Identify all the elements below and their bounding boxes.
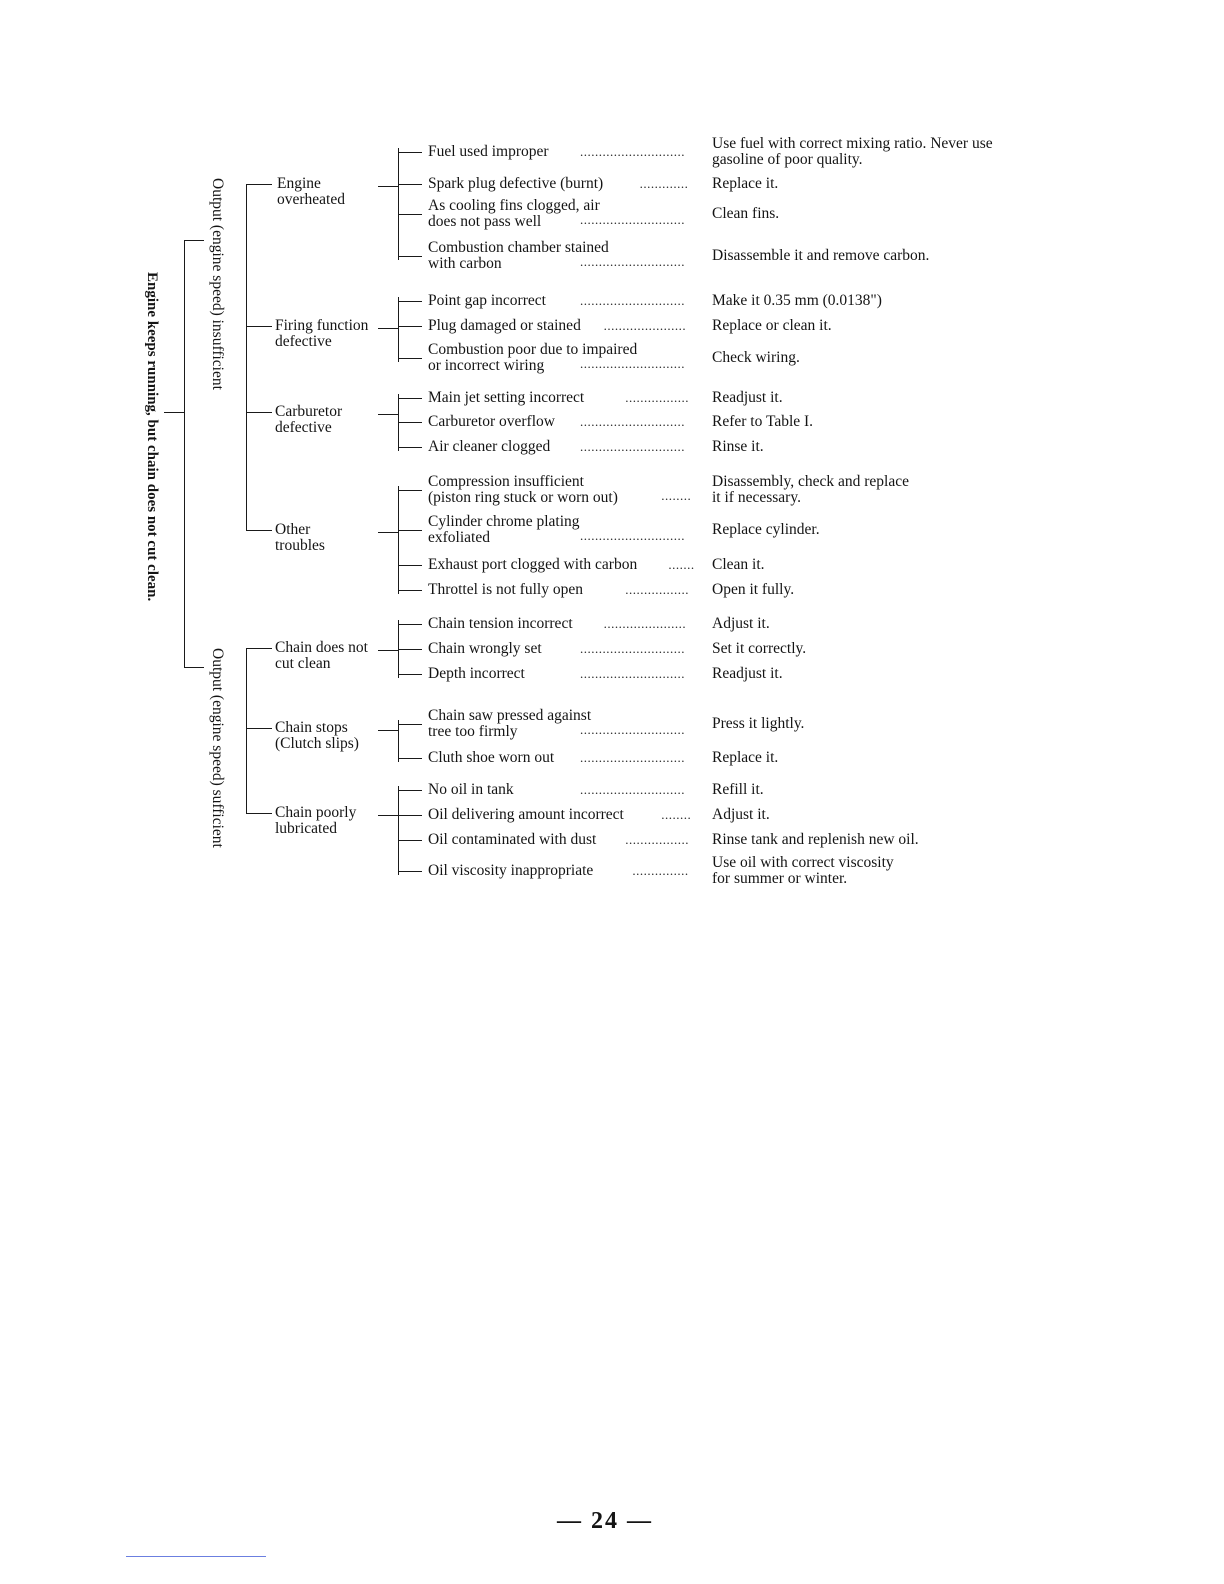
cause-label: defective [275, 333, 332, 350]
symptom-tick [398, 214, 422, 215]
remedy-text: Make it 0.35 mm (0.0138") [712, 292, 882, 309]
remedy-text: Replace or clean it. [712, 317, 832, 334]
leader-dots: ................. [625, 390, 689, 405]
symptom-text: Air cleaner clogged [428, 438, 551, 455]
symptom-tick [398, 790, 422, 791]
symptom-tick [398, 326, 422, 327]
symptom-text: Spark plug defective (burnt) [428, 175, 604, 192]
cause-to-bracket [378, 328, 398, 329]
remedy-text: it if necessary. [712, 489, 801, 506]
cause-branch [246, 648, 272, 649]
symptom-text: tree too firmly [428, 723, 518, 740]
remedy-text: Clean fins. [712, 205, 780, 222]
remedy-text: Refer to Table I. [712, 413, 814, 430]
symptom-text: Oil delivering amount incorrect [428, 806, 624, 823]
symptom-bracket [398, 148, 399, 260]
cause-label: Other [275, 521, 311, 538]
leader-dots: ............................ [580, 414, 685, 429]
symptom-text: As cooling fins clogged, air [428, 197, 600, 214]
remedy-text: Rinse it. [712, 438, 764, 455]
remedy-text: Disassembly, check and replace [712, 473, 909, 490]
cause-label: Engine [277, 175, 321, 192]
symptom-tick [398, 301, 422, 302]
leader-dots: ............................ [580, 144, 685, 159]
cause-tree-trunk [246, 184, 247, 530]
symptom-tick [398, 674, 422, 675]
symptom-text: exfoliated [428, 529, 490, 546]
remedy-text: Refill it. [712, 781, 764, 798]
root-bracket [184, 240, 185, 668]
symptom-tick [398, 815, 422, 816]
footer-rule [126, 1556, 266, 1557]
cause-to-bracket [378, 414, 398, 415]
remedy-text: Set it correctly. [712, 640, 807, 657]
root-bracket-top [184, 240, 204, 241]
root-stem [164, 412, 184, 413]
symptom-tick [398, 590, 422, 591]
cause-label: overheated [277, 191, 345, 208]
leader-dots: ........ [661, 807, 692, 822]
leader-dots: ...................... [603, 318, 687, 333]
remedy-text: Replace cylinder. [712, 521, 820, 538]
cause-branch [246, 530, 272, 531]
symptom-text: Plug damaged or stained [428, 317, 581, 334]
symptom-tick [398, 871, 422, 872]
symptom-tick [398, 840, 422, 841]
symptom-tick [398, 398, 422, 399]
symptom-text: Point gap incorrect [428, 292, 546, 309]
leader-dots: ............................ [580, 212, 685, 227]
symptom-text: Carburetor overflow [428, 413, 555, 430]
leader-dots: ............................ [580, 356, 685, 371]
symptom-bracket [398, 297, 399, 362]
symptom-text: Cylinder chrome plating [428, 513, 580, 530]
symptom-text: Chain tension incorrect [428, 615, 573, 632]
cause-branch [246, 728, 272, 729]
leader-dots: ............................ [580, 254, 685, 269]
cause-branch [246, 326, 272, 327]
symptom-tick [398, 256, 422, 257]
cause-to-bracket [378, 650, 398, 651]
leader-dots: ............. [639, 176, 689, 191]
symptom-text: Depth incorrect [428, 665, 525, 682]
symptom-tick [398, 447, 422, 448]
symptom-text: Oil viscosity inappropriate [428, 862, 594, 879]
symptom-tick [398, 724, 422, 725]
symptom-text: Main jet setting incorrect [428, 389, 585, 406]
remedy-text: Adjust it. [712, 806, 770, 823]
symptom-bracket [398, 486, 399, 594]
root-label: Engine keeps running, but chain does not cut clean. [144, 272, 160, 602]
remedy-text: Readjust it. [712, 389, 783, 406]
leader-dots: ........ [661, 488, 692, 503]
cause-to-bracket [378, 815, 398, 816]
symptom-bracket [398, 720, 399, 762]
cause-to-bracket [378, 186, 398, 187]
cause-branch [246, 184, 272, 185]
leader-dots: ............................ [580, 722, 685, 737]
symptom-text: Combustion poor due to impaired [428, 341, 638, 358]
symptom-text: Fuel used improper [428, 143, 549, 160]
cause-label: lubricated [275, 820, 337, 837]
leader-dots: ............................ [580, 750, 685, 765]
symptom-tick [398, 530, 422, 531]
symptom-tick [398, 490, 422, 491]
remedy-text: Adjust it. [712, 615, 770, 632]
cause-label: Chain poorly [275, 804, 357, 821]
cause-label: Chain stops [275, 719, 348, 736]
leader-dots: ............................ [580, 782, 685, 797]
symptom-text: Chain saw pressed against [428, 707, 592, 724]
cause-label: Carburetor [275, 403, 343, 420]
symptom-text: Oil contaminated with dust [428, 831, 597, 848]
leader-dots: ............... [632, 863, 689, 878]
symptom-tick [398, 184, 422, 185]
symptom-tick [398, 758, 422, 759]
cause-branch [246, 412, 272, 413]
root-bracket-bottom [184, 667, 204, 668]
symptom-text: No oil in tank [428, 781, 514, 798]
symptom-tick [398, 152, 422, 153]
cause-label: troubles [275, 537, 325, 554]
symptom-text: Compression insufficient [428, 473, 584, 490]
cause-branch [246, 813, 272, 814]
leader-dots: ....... [668, 557, 695, 572]
leader-dots: ............................ [580, 293, 685, 308]
leader-dots: ................. [625, 582, 689, 597]
symptom-text: Combustion chamber stained [428, 239, 609, 256]
page-number: — 24 — [557, 1508, 653, 1534]
cause-label: cut clean [275, 655, 331, 672]
symptom-text: does not pass well [428, 213, 542, 230]
symptom-text: Cluth shoe worn out [428, 749, 555, 766]
symptom-bracket [398, 786, 399, 875]
remedy-text: for summer or winter. [712, 870, 848, 887]
leader-dots: ............................ [580, 641, 685, 656]
symptom-tick [398, 565, 422, 566]
leader-dots: ............................ [580, 439, 685, 454]
symptom-text: with carbon [428, 255, 502, 272]
cause-to-bracket [378, 730, 398, 731]
symptom-text: or incorrect wiring [428, 357, 545, 374]
cause-label: Chain does not [275, 639, 368, 656]
cause-label: Firing function [275, 317, 369, 334]
leader-dots: ................. [625, 832, 689, 847]
symptom-tick [398, 422, 422, 423]
symptom-tick [398, 649, 422, 650]
remedy-text: Clean it. [712, 556, 765, 573]
symptom-text: Exhaust port clogged with carbon [428, 556, 638, 573]
remedy-text: Use oil with correct viscosity [712, 854, 894, 871]
cause-tree-trunk [246, 648, 247, 813]
remedy-text: Press it lightly. [712, 715, 805, 732]
remedy-text: Open it fully. [712, 581, 795, 598]
cause-label: defective [275, 419, 332, 436]
remedy-text: Use fuel with correct mixing ratio. Never use [712, 135, 993, 152]
symptom-text: (piston ring stuck or worn out) [428, 489, 618, 506]
remedy-text: Readjust it. [712, 665, 783, 682]
remedy-text: Replace it. [712, 175, 779, 192]
leader-dots: ...................... [603, 616, 687, 631]
remedy-text: Check wiring. [712, 349, 800, 366]
cause-label: (Clutch slips) [275, 735, 359, 752]
group-label: Output (engine speed) insufficient [209, 178, 226, 390]
group-label: Output (engine speed) sufficient [209, 648, 226, 848]
remedy-text: Rinse tank and replenish new oil. [712, 831, 919, 848]
symptom-tick [398, 358, 422, 359]
symptom-text: Chain wrongly set [428, 640, 542, 657]
leader-dots: ............................ [580, 528, 685, 543]
cause-to-bracket [378, 532, 398, 533]
remedy-text: gasoline of poor quality. [712, 151, 863, 168]
symptom-tick [398, 624, 422, 625]
symptom-text: Throttel is not fully open [428, 581, 583, 598]
remedy-text: Disassemble it and remove carbon. [712, 247, 930, 264]
remedy-text: Replace it. [712, 749, 779, 766]
leader-dots: ............................ [580, 666, 685, 681]
